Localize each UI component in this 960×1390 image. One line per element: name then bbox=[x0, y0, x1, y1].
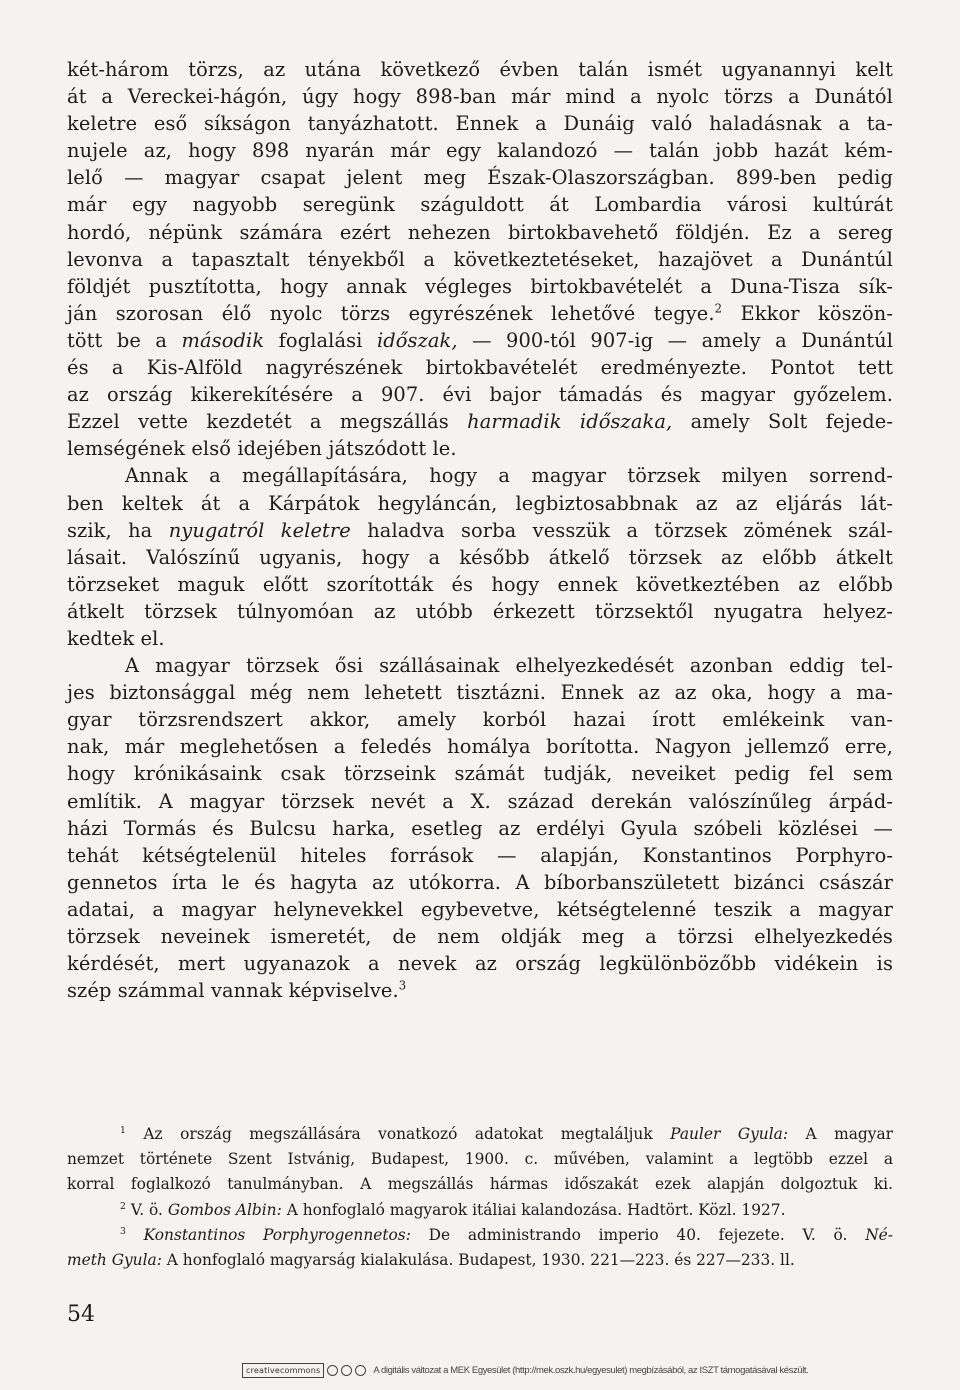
footnote-1-cont: nemzet története Szent Istvánig, Budapest, 1900. c. művében, valamint a legtöbb ezzel a bbox=[67, 1150, 893, 1169]
text-segment: — 900-tól 907-ig — amely a Dunántúl bbox=[472, 328, 894, 352]
text-line: nujele az, hogy 898 nyarán már egy kalandozó — talán jobb hazát kém- bbox=[67, 139, 893, 163]
footnotes bbox=[67, 1122, 893, 1273]
text-line: A magyar törzsek ősi szállásainak elhelyezkedését azonban eddig tel- bbox=[125, 654, 893, 678]
text-segment: haladva sorba vesszük a törzsek zömének szál- bbox=[367, 518, 894, 542]
text-segment: foglalási bbox=[278, 328, 363, 352]
text-line: jes biztonsággal még nem lehetett tisztázni. Ennek az az oka, hogy a ma- bbox=[67, 681, 893, 705]
emphasis: nyugatról keletre bbox=[168, 518, 351, 542]
footnote-text: A honfoglaló magyarság kialakulása. Budapest, 1930. 221—223. és 227—233. ll. bbox=[166, 1250, 795, 1269]
text-line bbox=[67, 327, 893, 354]
emphasis: harmadik időszaka, bbox=[467, 410, 673, 434]
text-segment: szép számmal vannak képviselve. bbox=[67, 979, 399, 1003]
footnote-text: A magyar bbox=[805, 1125, 893, 1143]
footnote-author: Pauler Gyula: bbox=[670, 1125, 788, 1143]
text-line: két-három törzs, az utána következő évben talán ismét ugyanannyi kelt bbox=[67, 58, 893, 81]
text-line: lásait. Valószínű ugyanis, hogy a később átkelő törzsek az előbb átkelt bbox=[67, 545, 893, 569]
text-line: kérdését, mert ugyanazok a nevek az ország legkülönbözőbb vidékein is bbox=[67, 952, 893, 976]
text-line: házi Tormás és Bulcsu harka, esetleg az erdélyi Gyula szóbeli közlései — bbox=[67, 816, 893, 840]
text-line bbox=[67, 517, 893, 544]
text-line: kedtek el. bbox=[67, 626, 165, 650]
text-line: átkelt törzsek túlnyomóan az utóbb érkezett törzsektől nyugatra helyez- bbox=[67, 599, 893, 623]
text-line: az ország kikerekítésére a 907. évi bajor támadás és magyar győzelem. bbox=[67, 383, 893, 407]
text-line: törzseket maguk előtt szorították és hogy ennek következtében az előbb bbox=[67, 572, 893, 596]
footnote-text: V. ö. bbox=[130, 1200, 163, 1219]
text-line: Annak a megállapítására, hogy a magyar törzsek milyen sorrend- bbox=[125, 464, 893, 488]
footnote-2 bbox=[67, 1198, 893, 1223]
footnote-number: 2 bbox=[120, 1200, 126, 1212]
text-line bbox=[67, 977, 893, 1004]
text-segment: amely Solt fejede- bbox=[690, 410, 893, 434]
footnote-number: 3 bbox=[120, 1225, 126, 1237]
text-line: gyar törzsrendszert akkor, amely korból hazai írott emlékeink van- bbox=[67, 708, 893, 732]
text-line: törzsek neveinek ismeretét, de nem oldják meg a törzsi elhelyezkedés bbox=[67, 925, 893, 948]
footnote-text: A honfoglaló magyarok itáliai kalandozása. Hadtört. Közl. 1927. bbox=[286, 1200, 786, 1219]
creative-commons-logo bbox=[242, 1363, 324, 1378]
no-derivatives-icon bbox=[355, 1365, 366, 1376]
text-line: már egy nagyobb seregünk száguldott át Lombardia városi kultúrát bbox=[67, 193, 893, 217]
text-line: földjét pusztította, hogy annak végleges birtokbavételét a Duna-Tisza sík- bbox=[67, 274, 893, 298]
text-line: levonva a tapasztalt tényekből a következtetéseket, hazajövet a Dunántúl bbox=[67, 247, 893, 271]
text-line bbox=[67, 408, 893, 435]
text-line: keletre eső síkságon tanyázhatott. Ennek a Dunáig való haladásnak a ta- bbox=[67, 112, 893, 136]
main-text bbox=[67, 56, 893, 1004]
license-strip bbox=[242, 1363, 808, 1378]
footnote-ref: 3 bbox=[398, 978, 407, 993]
text-line: ben keltek át a Kárpátok hegyláncán, legbiztosabbnak az az eljárás lát- bbox=[67, 491, 893, 515]
text-line: adatai, a magyar helynevekkel egybevetve, kétségtelenné teszik a magyar bbox=[67, 897, 893, 921]
text-line: hordó, népünk számára ezért nehezen birtokbavehető földjén. Ez a sereg bbox=[67, 220, 893, 244]
footnote-number: 1 bbox=[120, 1124, 126, 1136]
logo-text: creative bbox=[246, 1366, 280, 1375]
text-line: tehát kétségtelenül hiteles források — alapján, Konstantinos Porphyro- bbox=[67, 843, 893, 867]
text-line: gennetos írta le és hagyta az utókorra. A bíborbanszületett bizánci császár bbox=[67, 870, 893, 894]
text-line: lemségének első idejében játszódott le. bbox=[67, 437, 457, 461]
footnote-3-cont bbox=[67, 1248, 893, 1273]
noncommercial-icon bbox=[341, 1365, 352, 1376]
text-line: át a Vereckei-hágón, úgy hogy 898-ban már mind a nyolc törzs a Dunától bbox=[67, 85, 893, 109]
emphasis: második bbox=[181, 328, 265, 352]
text-segment: Ezzel vette kezdetét a megszállás bbox=[67, 410, 449, 434]
footnote-author: Né- bbox=[865, 1225, 893, 1244]
text-line: és a Kis-Alföld nagyrészének birtokbavételét eredményezte. Pontot tett bbox=[67, 356, 893, 380]
text-line bbox=[67, 300, 893, 327]
emphasis: időszak, bbox=[376, 328, 458, 352]
text-segment: ján szorosan élő nyolc törzs egyrészének lehetővé tegye. bbox=[67, 301, 715, 325]
text-line: említik. A magyar törzsek nevét a X. század derekán valószínűleg árpád- bbox=[67, 789, 893, 813]
attribution-icon bbox=[327, 1365, 338, 1376]
footnote-1 bbox=[67, 1122, 893, 1147]
footnote-3 bbox=[67, 1223, 893, 1248]
footnote-text: De administrando imperio 40. fejezete. V. ö. bbox=[428, 1225, 848, 1244]
text-line: lelő — magyar csapat jelent meg Észak-Olaszországban. 899-ben pedig bbox=[67, 166, 893, 190]
text-segment: tött be a bbox=[67, 328, 168, 352]
footnote-author: meth Gyula: bbox=[67, 1250, 162, 1269]
footnote-text: Az ország megszállására vonatkozó adatokat megtaláljuk bbox=[143, 1125, 653, 1143]
footnote-author: Gombos Albin: bbox=[167, 1200, 282, 1219]
text-segment: Ekkor köszön- bbox=[740, 301, 894, 325]
logo-text: commons bbox=[279, 1366, 321, 1375]
text-line: hogy krónikásaink csak törzseink számát tudják, neveiket pedig fel sem bbox=[67, 762, 893, 786]
text-segment: szik, ha bbox=[67, 518, 153, 542]
footnote-author: Konstantinos Porphyrogennetos: bbox=[143, 1225, 411, 1244]
license-credit: A digitális változat a MEK Egyesület (http://mek.oszk.hu/egyesulet) megbízásából, az ISZT támogatásával készült. bbox=[373, 1365, 809, 1376]
footnote-1-cont: korral foglalkozó tanulmányban. A megszállás hármas időszakát ezek alapján dolgoztuk ki. bbox=[67, 1175, 893, 1194]
page-number: 54 bbox=[67, 1302, 95, 1327]
footnote-ref: 2 bbox=[714, 301, 723, 316]
text-line: nak, már meglehetősen a feledés homálya borította. Nagyon jellemző erre, bbox=[67, 735, 893, 759]
